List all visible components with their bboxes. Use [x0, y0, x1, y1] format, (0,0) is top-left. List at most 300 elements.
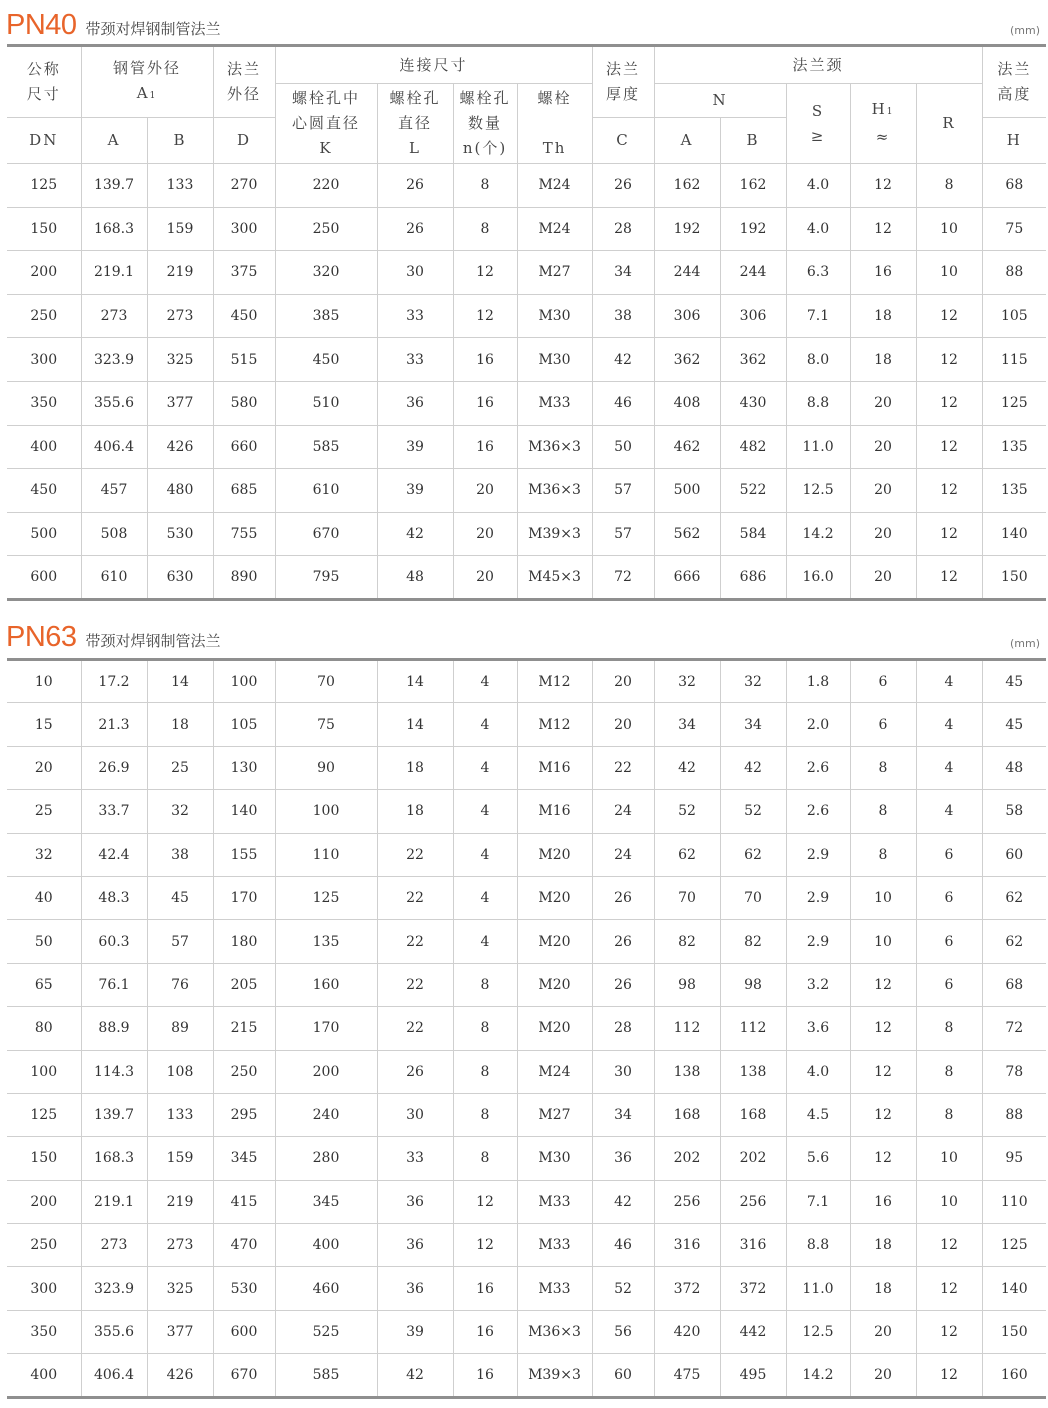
table-cell: M20 [517, 920, 592, 963]
table-cell: 8 [916, 1050, 982, 1093]
table-cell: 42.4 [81, 833, 147, 876]
table-cell: 57 [592, 512, 654, 556]
table-cell: 462 [654, 425, 720, 469]
table-cell: 42 [592, 338, 654, 382]
table-cell: 11.0 [786, 1267, 850, 1310]
table-cell: 4.0 [786, 164, 850, 208]
table-cell: 112 [720, 1007, 786, 1050]
table-cell: 273 [147, 1224, 213, 1267]
table-cell: 755 [213, 512, 275, 556]
table-cell: 666 [654, 556, 720, 600]
table-cell: 320 [275, 251, 377, 295]
table-cell: 114.3 [81, 1050, 147, 1093]
table-cell: 3.2 [786, 963, 850, 1006]
table-cell: 482 [720, 425, 786, 469]
table-cell: 12 [916, 469, 982, 513]
table-cell: 12 [850, 207, 916, 251]
table-cell: 400 [275, 1224, 377, 1267]
table-cell: 135 [982, 425, 1046, 469]
table-cell: 4 [916, 703, 982, 746]
table-row [7, 1137, 1046, 1180]
table-cell: 219.1 [81, 1180, 147, 1223]
table-cell: 219 [147, 1180, 213, 1223]
table-cell: 4 [916, 746, 982, 789]
table-cell: 8.8 [786, 1224, 850, 1267]
table-cell: 8 [453, 963, 517, 1006]
table-cell: 200 [275, 1050, 377, 1093]
table-cell: 250 [275, 207, 377, 251]
header-height: 法兰 高度 [982, 46, 1046, 118]
header-pipe-a: A [81, 118, 147, 164]
table-cell: 20 [7, 746, 81, 789]
table-cell: 256 [720, 1180, 786, 1223]
table-cell: 34 [592, 251, 654, 295]
header-connection: 连接尺寸 [275, 46, 592, 84]
table-cell: M33 [517, 1267, 592, 1310]
table-cell: 8 [453, 207, 517, 251]
table-cell: 515 [213, 338, 275, 382]
table-row [7, 338, 1046, 382]
table-cell: 18 [147, 703, 213, 746]
table-cell: 6 [916, 920, 982, 963]
table-cell: 60 [592, 1354, 654, 1397]
table-cell: 10 [916, 1137, 982, 1180]
header-h: H [982, 118, 1046, 164]
table-cell: 42 [720, 746, 786, 789]
table-cell: 670 [213, 1354, 275, 1397]
table-cell: 28 [592, 207, 654, 251]
table-cell: 22 [377, 920, 453, 963]
table-cell: 10 [850, 920, 916, 963]
table-cell: 585 [275, 1354, 377, 1397]
table-cell: 355.6 [81, 381, 147, 425]
table-cell: 300 [213, 207, 275, 251]
table-cell: 270 [213, 164, 275, 208]
table-row [7, 425, 1046, 469]
pn40-title: 带颈对焊钢制管法兰 [85, 20, 221, 38]
table-cell: 22 [377, 963, 453, 1006]
table-cell: 10 [916, 251, 982, 295]
table-cell: M33 [517, 381, 592, 425]
table-cell: 112 [654, 1007, 720, 1050]
table-cell: M16 [517, 790, 592, 833]
table-cell: 125 [982, 1224, 1046, 1267]
table-cell: 34 [592, 1093, 654, 1136]
table-cell: 20 [850, 425, 916, 469]
table-cell: 56 [592, 1310, 654, 1353]
table-cell: 10 [850, 876, 916, 919]
table-cell: 150 [7, 1137, 81, 1180]
table-cell: 58 [982, 790, 1046, 833]
table-cell: M39×3 [517, 1354, 592, 1397]
table-cell: M36×3 [517, 425, 592, 469]
table-cell: 4.5 [786, 1093, 850, 1136]
table-cell: 250 [7, 1224, 81, 1267]
table-cell: 88 [982, 251, 1046, 295]
table-cell: 12 [916, 381, 982, 425]
table-cell: 202 [720, 1137, 786, 1180]
table-cell: 306 [654, 294, 720, 338]
table-cell: 20 [850, 556, 916, 600]
table-cell: 4 [453, 703, 517, 746]
table-cell: 6.3 [786, 251, 850, 295]
table-cell: 4 [453, 746, 517, 789]
table-cell: 22 [592, 746, 654, 789]
table-row [7, 1007, 1046, 1050]
table-cell: 6 [850, 703, 916, 746]
table-cell: 160 [275, 963, 377, 1006]
table-cell: 105 [982, 294, 1046, 338]
table-cell: 100 [213, 660, 275, 703]
table-cell: 522 [720, 469, 786, 513]
table-row [7, 876, 1046, 919]
table-cell: 36 [377, 1180, 453, 1223]
table-cell: 585 [275, 425, 377, 469]
table-cell: 610 [275, 469, 377, 513]
table-cell: 26 [377, 1050, 453, 1093]
table-cell: 110 [982, 1180, 1046, 1223]
table-cell: 60.3 [81, 920, 147, 963]
table-cell: 345 [213, 1137, 275, 1180]
table-cell: 30 [377, 1093, 453, 1136]
table-cell: 72 [592, 556, 654, 600]
table-cell: 8 [453, 1093, 517, 1136]
header-thickness: 法兰 厚度 [592, 46, 654, 118]
table-cell: 406.4 [81, 1354, 147, 1397]
table-cell: 8 [916, 1007, 982, 1050]
table-cell: 415 [213, 1180, 275, 1223]
table-cell: 159 [147, 207, 213, 251]
table-cell: 890 [213, 556, 275, 600]
table-cell: 4.0 [786, 207, 850, 251]
table-cell: 457 [81, 469, 147, 513]
table-cell: 20 [592, 703, 654, 746]
header-neck-s: S ≥ [786, 84, 850, 164]
table-cell: 34 [654, 703, 720, 746]
table-cell: 205 [213, 963, 275, 1006]
table-cell: 18 [850, 1224, 916, 1267]
table-cell: 20 [850, 1310, 916, 1353]
table-cell: 26 [592, 164, 654, 208]
table-cell: 244 [654, 251, 720, 295]
table-cell: 14 [377, 660, 453, 703]
table-row [7, 469, 1046, 513]
table-row [7, 1354, 1046, 1397]
table-cell: 610 [81, 556, 147, 600]
table-cell: 42 [377, 512, 453, 556]
table-cell: 12 [916, 425, 982, 469]
table-cell: 500 [654, 469, 720, 513]
table-row [7, 1050, 1046, 1093]
table-cell: 135 [275, 920, 377, 963]
table-cell: 162 [720, 164, 786, 208]
table-cell: 22 [377, 833, 453, 876]
table-cell: 426 [147, 1354, 213, 1397]
table-cell: 375 [213, 251, 275, 295]
table-cell: 20 [850, 512, 916, 556]
header-bolt: 螺栓 Th [517, 84, 592, 164]
table-cell: 12 [916, 338, 982, 382]
table-cell: M33 [517, 1180, 592, 1223]
table-cell: 168 [720, 1093, 786, 1136]
table-row [7, 381, 1046, 425]
table-row [7, 164, 1046, 208]
table-cell: 42 [654, 746, 720, 789]
table-cell: 562 [654, 512, 720, 556]
table-cell: 26.9 [81, 746, 147, 789]
table-cell: 100 [275, 790, 377, 833]
table-cell: 12 [453, 294, 517, 338]
table-cell: M33 [517, 1224, 592, 1267]
table-cell: M12 [517, 703, 592, 746]
table-cell: 219 [147, 251, 213, 295]
table-cell: 450 [7, 469, 81, 513]
table-cell: 98 [720, 963, 786, 1006]
table-cell: 3.6 [786, 1007, 850, 1050]
table-cell: 25 [7, 790, 81, 833]
table-cell: 14.2 [786, 1354, 850, 1397]
pn63-title: 带颈对焊钢制管法兰 [85, 632, 221, 650]
table-cell: 82 [654, 920, 720, 963]
table-cell: M30 [517, 1137, 592, 1180]
table-cell: 46 [592, 1224, 654, 1267]
table-cell: M20 [517, 963, 592, 1006]
table-cell: 20 [453, 469, 517, 513]
table-row [7, 660, 1046, 703]
table-cell: 36 [377, 1224, 453, 1267]
pn40-section-title [6, 6, 221, 40]
table-cell: 12 [916, 1267, 982, 1310]
table-cell: 125 [275, 876, 377, 919]
header-neck-a: A [654, 118, 720, 164]
table-cell: 48 [982, 746, 1046, 789]
pn63-code: PN63 [6, 621, 77, 653]
pn63-table-body [7, 660, 1046, 1398]
table-cell: 7.1 [786, 1180, 850, 1223]
table-cell: 36 [377, 1267, 453, 1310]
table-cell: 70 [720, 876, 786, 919]
table-cell: 686 [720, 556, 786, 600]
table-cell: 138 [654, 1050, 720, 1093]
table-cell: 18 [850, 294, 916, 338]
table-cell: 159 [147, 1137, 213, 1180]
table-cell: 60 [982, 833, 1046, 876]
table-cell: M20 [517, 1007, 592, 1050]
table-cell: 10 [916, 207, 982, 251]
table-row [7, 920, 1046, 963]
table-cell: 65 [7, 963, 81, 1006]
table-cell: 795 [275, 556, 377, 600]
header-pipe-b: B [147, 118, 213, 164]
table-cell: 150 [982, 556, 1046, 600]
table-cell: 88.9 [81, 1007, 147, 1050]
table-cell: 426 [147, 425, 213, 469]
table-cell: 20 [592, 660, 654, 703]
table-cell: 30 [592, 1050, 654, 1093]
table-cell: 45 [147, 876, 213, 919]
table-cell: 115 [982, 338, 1046, 382]
pn63-table [7, 658, 1046, 1399]
table-cell: 70 [275, 660, 377, 703]
table-cell: 16 [453, 1354, 517, 1397]
table-cell: 18 [850, 338, 916, 382]
table-cell: 244 [720, 251, 786, 295]
table-cell: 18 [377, 790, 453, 833]
table-cell: 12 [850, 1007, 916, 1050]
table-cell: 600 [213, 1310, 275, 1353]
table-cell: 26 [377, 164, 453, 208]
table-cell: 4 [453, 660, 517, 703]
table-row [7, 1267, 1046, 1310]
table-cell: 34 [720, 703, 786, 746]
header-neck-r: R [916, 84, 982, 164]
table-cell: 450 [213, 294, 275, 338]
table-cell: 133 [147, 1093, 213, 1136]
table-cell: 685 [213, 469, 275, 513]
table-cell: 75 [982, 207, 1046, 251]
table-cell: 2.9 [786, 920, 850, 963]
table-cell: 475 [654, 1354, 720, 1397]
header-neck-h1: H1 ≈ [850, 84, 916, 164]
table-cell: 82 [720, 920, 786, 963]
table-cell: 42 [592, 1180, 654, 1223]
table-cell: 39 [377, 425, 453, 469]
table-cell: 500 [7, 512, 81, 556]
table-cell: 4 [453, 833, 517, 876]
table-cell: 80 [7, 1007, 81, 1050]
pn63-unit: (mm) [1009, 637, 1040, 650]
table-cell: 5.6 [786, 1137, 850, 1180]
table-cell: 470 [213, 1224, 275, 1267]
table-cell: 4 [453, 920, 517, 963]
table-cell: 362 [720, 338, 786, 382]
table-cell: 18 [377, 746, 453, 789]
table-cell: 300 [7, 338, 81, 382]
table-cell: 8 [850, 746, 916, 789]
table-cell: 323.9 [81, 1267, 147, 1310]
table-cell: 11.0 [786, 425, 850, 469]
table-cell: 133 [147, 164, 213, 208]
table-cell: 16 [453, 425, 517, 469]
table-cell: 22 [377, 1007, 453, 1050]
table-cell: 8 [850, 833, 916, 876]
table-cell: 355.6 [81, 1310, 147, 1353]
table-cell: 8 [453, 1137, 517, 1180]
table-cell: 48 [377, 556, 453, 600]
table-cell: 4 [453, 790, 517, 833]
table-cell: 12 [916, 294, 982, 338]
table-cell: 4.0 [786, 1050, 850, 1093]
header-neck-n: N [654, 84, 786, 118]
table-cell: 72 [982, 1007, 1046, 1050]
table-cell: 4 [916, 790, 982, 833]
table-row [7, 833, 1046, 876]
table-cell: 280 [275, 1137, 377, 1180]
table-cell: 14.2 [786, 512, 850, 556]
table-cell: 25 [147, 746, 213, 789]
table-cell: 20 [453, 556, 517, 600]
table-cell: M12 [517, 660, 592, 703]
table-cell: 12.5 [786, 469, 850, 513]
table-cell: M16 [517, 746, 592, 789]
table-cell: 50 [592, 425, 654, 469]
table-cell: 6 [916, 833, 982, 876]
table-cell: 8 [453, 1007, 517, 1050]
table-cell: 325 [147, 338, 213, 382]
table-cell: 36 [592, 1137, 654, 1180]
table-cell: 70 [654, 876, 720, 919]
table-cell: 12 [850, 1050, 916, 1093]
table-cell: 140 [982, 512, 1046, 556]
table-cell: 306 [720, 294, 786, 338]
table-cell: 10 [916, 1180, 982, 1223]
table-cell: 39 [377, 469, 453, 513]
table-cell: 78 [982, 1050, 1046, 1093]
table-cell: 68 [982, 164, 1046, 208]
table-cell: 400 [7, 1354, 81, 1397]
table-row [7, 512, 1046, 556]
table-cell: 6 [916, 963, 982, 1006]
table-cell: 525 [275, 1310, 377, 1353]
table-cell: 240 [275, 1093, 377, 1136]
table-cell: 12 [916, 556, 982, 600]
table-cell: 630 [147, 556, 213, 600]
table-cell: 52 [720, 790, 786, 833]
table-cell: 16 [850, 1180, 916, 1223]
table-cell: 408 [654, 381, 720, 425]
pn40-code: PN40 [6, 9, 77, 41]
table-cell: 8.0 [786, 338, 850, 382]
table-cell: 95 [982, 1137, 1046, 1180]
table-cell: 33 [377, 338, 453, 382]
table-cell: 450 [275, 338, 377, 382]
table-cell: 2.6 [786, 790, 850, 833]
table-cell: 295 [213, 1093, 275, 1136]
table-cell: 495 [720, 1354, 786, 1397]
table-cell: 16 [453, 381, 517, 425]
table-row [7, 294, 1046, 338]
table-cell: 300 [7, 1267, 81, 1310]
table-cell: 68 [982, 963, 1046, 1006]
table-cell: 6 [916, 876, 982, 919]
header-c: C [592, 118, 654, 164]
table-cell: M24 [517, 207, 592, 251]
table-cell: 12 [453, 1224, 517, 1267]
pn40-table-body [7, 164, 1046, 600]
table-cell: 168.3 [81, 207, 147, 251]
header-pipe-od: 钢管外径 A1 [81, 46, 213, 118]
table-cell: 75 [275, 703, 377, 746]
table-cell: 219.1 [81, 251, 147, 295]
table-row [7, 1180, 1046, 1223]
table-cell: 16 [850, 251, 916, 295]
table-cell: 57 [592, 469, 654, 513]
table-cell: 28 [592, 1007, 654, 1050]
table-cell: 273 [147, 294, 213, 338]
table-row [7, 746, 1046, 789]
table-cell: 12 [916, 1310, 982, 1353]
table-cell: 460 [275, 1267, 377, 1310]
pn40-table-header [7, 46, 1046, 164]
table-cell: 200 [7, 251, 81, 295]
table-cell: 2.6 [786, 746, 850, 789]
table-cell: 168.3 [81, 1137, 147, 1180]
table-cell: 16 [453, 1267, 517, 1310]
table-cell: M27 [517, 251, 592, 295]
table-cell: 273 [81, 1224, 147, 1267]
table-cell: 18 [850, 1267, 916, 1310]
table-cell: M36×3 [517, 1310, 592, 1353]
